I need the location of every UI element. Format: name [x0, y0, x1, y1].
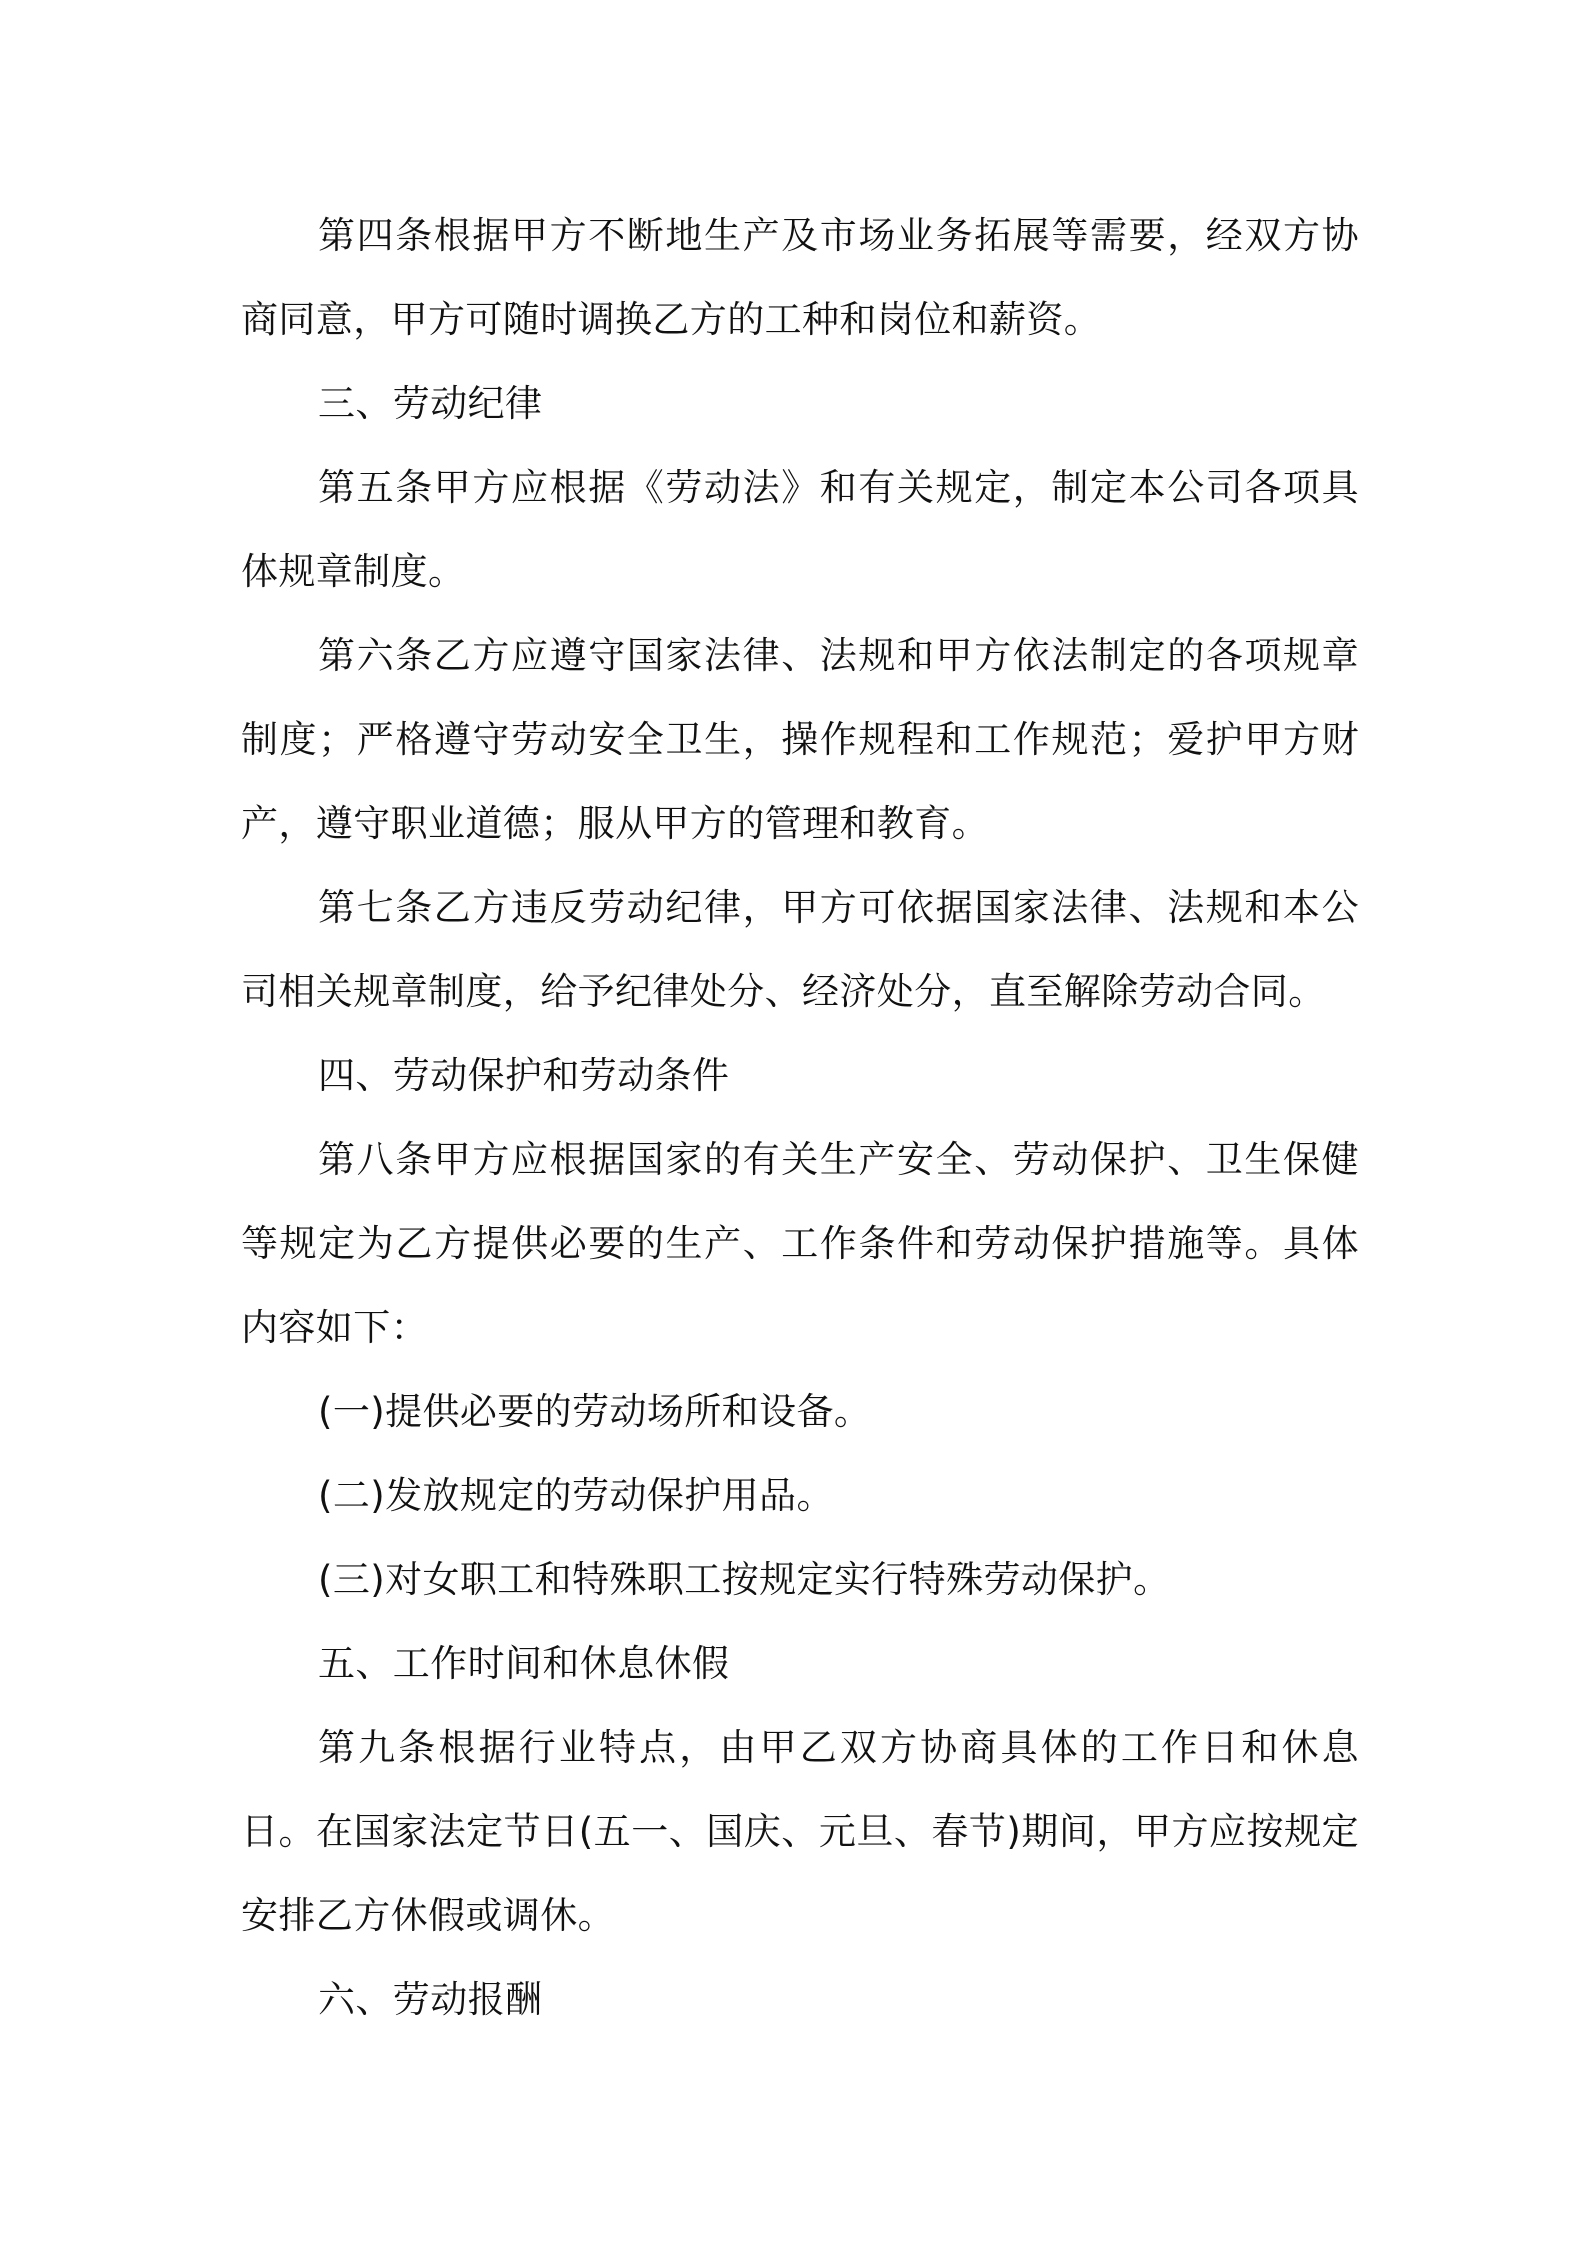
article-6-paragraph: 第六条乙方应遵守国家法律、法规和甲方依法制定的各项规章制度；严格遵守劳动安全卫生，操作规程和工作规范；爱护甲方财产，遵守职业道德；服从甲方的管理和教育。 [241, 634, 1359, 845]
article-4-paragraph: 第四条根据甲方不断地生产及市场业务拓展等需要，经双方协商同意，甲方可随时调换乙方的工种和岗位和薪资。 [241, 214, 1359, 341]
list-item-2: (二)发放规定的劳动保护用品。 [318, 1474, 834, 1517]
list-item-3: (三)对女职工和特殊职工按规定实行特殊劳动保护。 [318, 1558, 1171, 1601]
section-heading-remuneration: 六、劳动报酬 [318, 1978, 543, 2021]
article-9-paragraph: 第九条根据行业特点，由甲乙双方协商具体的工作日和休息日。在国家法定节日(五一、国庆、元旦、春节)期间，甲方应按规定安排乙方休假或调休。 [241, 1726, 1359, 1937]
article-8-paragraph: 第八条甲方应根据国家的有关生产安全、劳动保护、卫生保健等规定为乙方提供必要的生产、工作条件和劳动保护措施等。具体内容如下： [241, 1138, 1359, 1349]
section-heading-labor-protection: 四、劳动保护和劳动条件 [318, 1054, 730, 1097]
article-5-paragraph: 第五条甲方应根据《劳动法》和有关规定，制定本公司各项具体规章制度。 [241, 466, 1359, 593]
list-item-1: (一)提供必要的劳动场所和设备。 [318, 1390, 872, 1433]
document-body [241, 194, 1359, 2042]
section-heading-working-hours: 五、工作时间和休息休假 [318, 1642, 730, 1685]
section-heading-labor-discipline: 三、劳动纪律 [318, 382, 543, 425]
article-7-paragraph: 第七条乙方违反劳动纪律，甲方可依据国家法律、法规和本公司相关规章制度，给予纪律处分、经济处分，直至解除劳动合同。 [241, 886, 1359, 1013]
